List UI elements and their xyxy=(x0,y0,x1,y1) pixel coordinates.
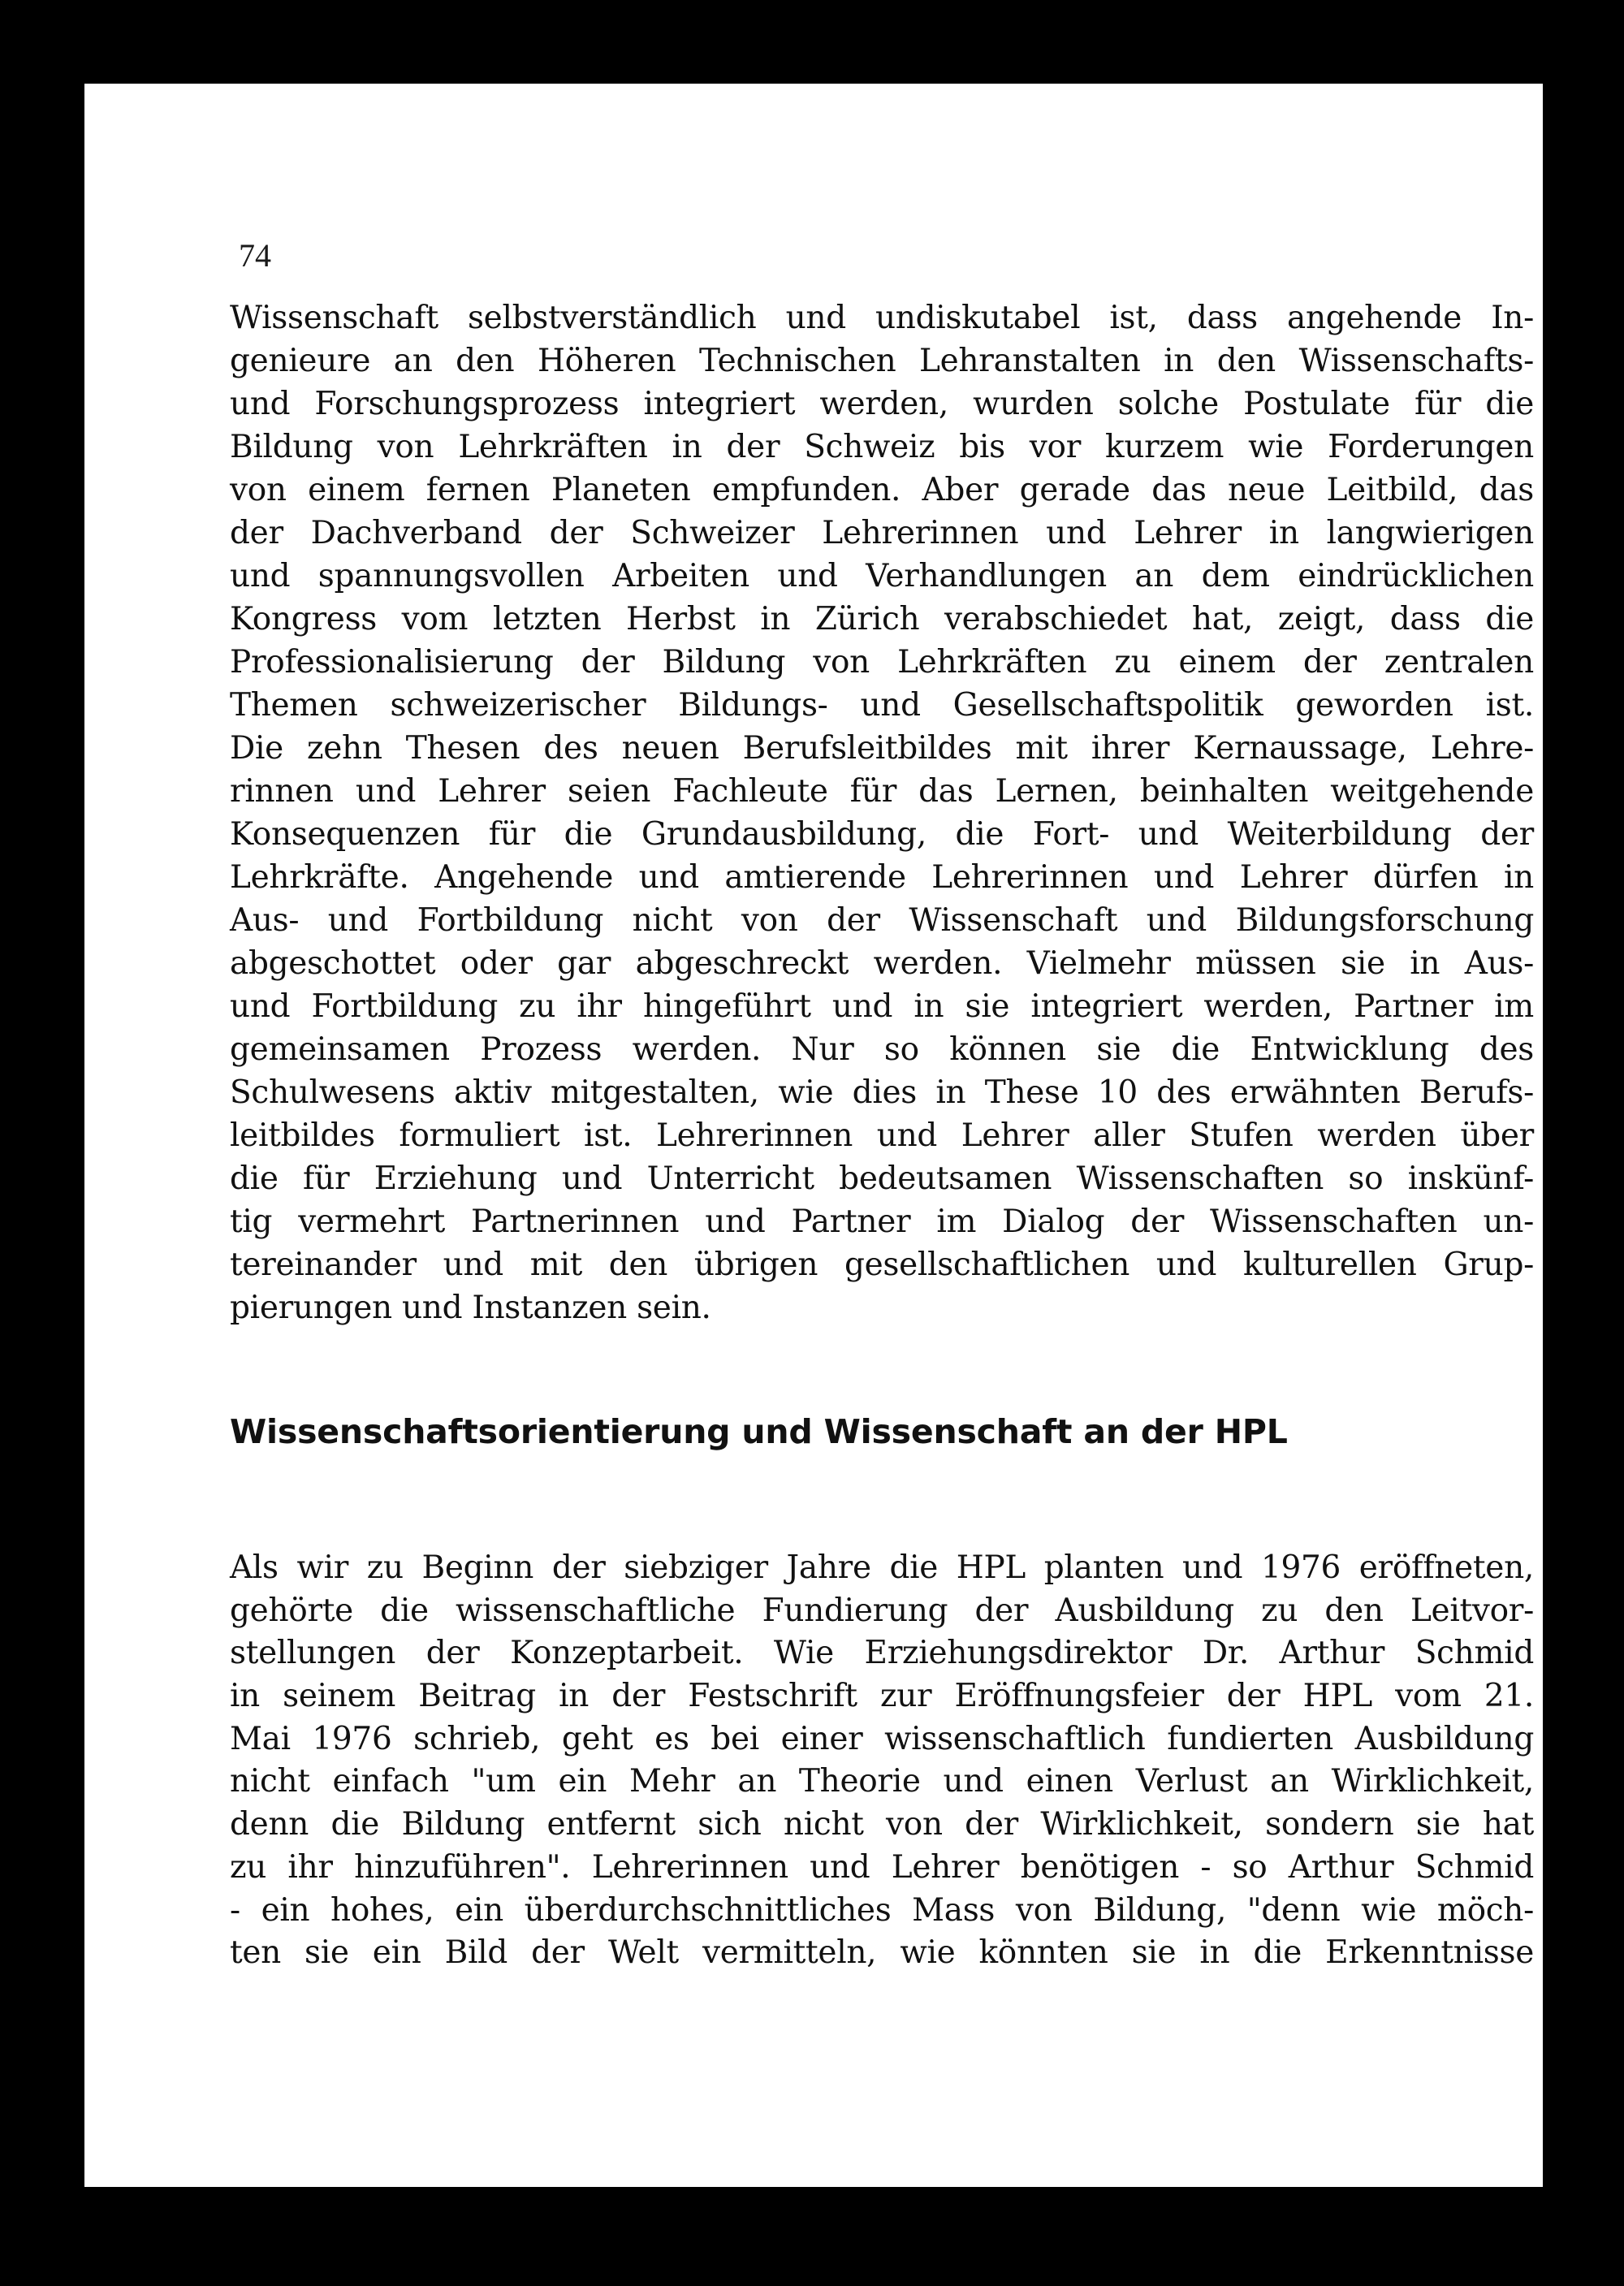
text-line: ten sie ein Bild der Welt vermitteln, wie könnten sie in die Erkenntnisse xyxy=(230,1934,1534,1972)
text-line: zu ihr hinzuführen". Lehrerinnen und Lehrer benötigen - so Arthur Schmid xyxy=(230,1848,1534,1886)
body-paragraph-2 xyxy=(230,1547,1534,1975)
text-line: Als wir zu Beginn der siebziger Jahre die HPL planten und 1976 eröffneten, xyxy=(230,1549,1534,1586)
text-line: Themen schweizerischer Bildungs- und Gesellschaftspolitik geworden ist. xyxy=(230,687,1534,724)
text-line: von einem fernen Planeten empfunden. Aber gerade das neue Leitbild, das xyxy=(230,472,1534,508)
text-line: nicht einfach "um ein Mehr an Theorie und einen Verlust an Wirklichkeit, xyxy=(230,1763,1534,1800)
text-line: abgeschottet oder gar abgeschreckt werden. Vielmehr müssen sie in Aus- xyxy=(230,945,1534,982)
text-line: Mai 1976 schrieb, geht es bei einer wissenschaftlich fundierten Ausbildung xyxy=(230,1720,1534,1757)
text-line: Professionalisierung der Bildung von Lehrkräften zu einem der zentralen xyxy=(230,644,1534,681)
text-line: Lehrkräfte. Angehende und amtierende Lehrerinnen und Lehrer dürfen in xyxy=(230,859,1534,896)
text-line: der Dachverband der Schweizer Lehrerinnen und Lehrer in langwierigen xyxy=(230,515,1534,551)
text-line: und Forschungsprozess integriert werden, wurden solche Postulate für die xyxy=(230,386,1534,422)
text-line: stellungen der Konzeptarbeit. Wie Erziehungsdirektor Dr. Arthur Schmid xyxy=(230,1635,1534,1672)
text-line: Die zehn Thesen des neuen Berufsleitbildes mit ihrer Kernaussage, Lehre- xyxy=(230,730,1534,767)
page-number: 74 xyxy=(239,237,271,274)
text-line: in seinem Beitrag in der Festschrift zur Eröffnungsfeier der HPL vom 21. xyxy=(230,1678,1534,1715)
text-line: Bildung von Lehrkräften in der Schweiz bis vor kurzem wie Forderungen xyxy=(230,429,1534,465)
text-line: und spannungsvollen Arbeiten und Verhandlungen an dem eindrücklichen xyxy=(230,558,1534,594)
text-line: gehörte die wissenschaftliche Fundierung der Ausbildung zu den Leitvor- xyxy=(230,1592,1534,1629)
text-line: die für Erziehung und Unterricht bedeutsamen Wissenschaften so inskünf- xyxy=(230,1160,1534,1197)
text-line: - ein hohes, ein überdurchschnittliches Mass von Bildung, "denn wie möch- xyxy=(230,1891,1534,1929)
text-line: Wissenschaft selbstverständlich und undiskutabel ist, dass angehende In- xyxy=(230,300,1534,336)
text-line: Kongress vom letzten Herbst in Zürich verabschiedet hat, zeigt, dass die xyxy=(230,601,1534,637)
text-line: gemeinsamen Prozess werden. Nur so können sie die Entwicklung des xyxy=(230,1031,1534,1068)
body-paragraph-1 xyxy=(230,296,1534,1329)
section-heading: Wissenschaftsorientierung und Wissenschaft an der HPL xyxy=(230,1412,1288,1451)
text-line: leitbildes formuliert ist. Lehrerinnen und Lehrer aller Stufen werden über xyxy=(230,1117,1534,1154)
text-line: denn die Bildung entfernt sich nicht von der Wirklichkeit, sondern sie hat xyxy=(230,1806,1534,1843)
text-line: Schulwesens aktiv mitgestalten, wie dies in These 10 des erwähnten Berufs- xyxy=(230,1074,1534,1111)
text-line: tig vermehrt Partnerinnen und Partner im Dialog der Wissenschaften un- xyxy=(230,1203,1534,1240)
document-page xyxy=(84,84,1543,2187)
text-line: Konsequenzen für die Grundausbildung, die Fort- und Weiterbildung der xyxy=(230,816,1534,853)
text-line: tereinander und mit den übrigen gesellschaftlichen und kulturellen Grup- xyxy=(230,1247,1534,1283)
text-line: Aus- und Fortbildung nicht von der Wissenschaft und Bildungsforschung xyxy=(230,902,1534,939)
text-line: und Fortbildung zu ihr hingeführt und in sie integriert werden, Partner im xyxy=(230,988,1534,1025)
text-line: pierungen und Instanzen sein. xyxy=(230,1290,711,1326)
text-line: genieure an den Höheren Technischen Lehranstalten in den Wissenschafts- xyxy=(230,343,1534,379)
text-line: rinnen und Lehrer seien Fachleute für das Lernen, beinhalten weitgehende xyxy=(230,773,1534,810)
